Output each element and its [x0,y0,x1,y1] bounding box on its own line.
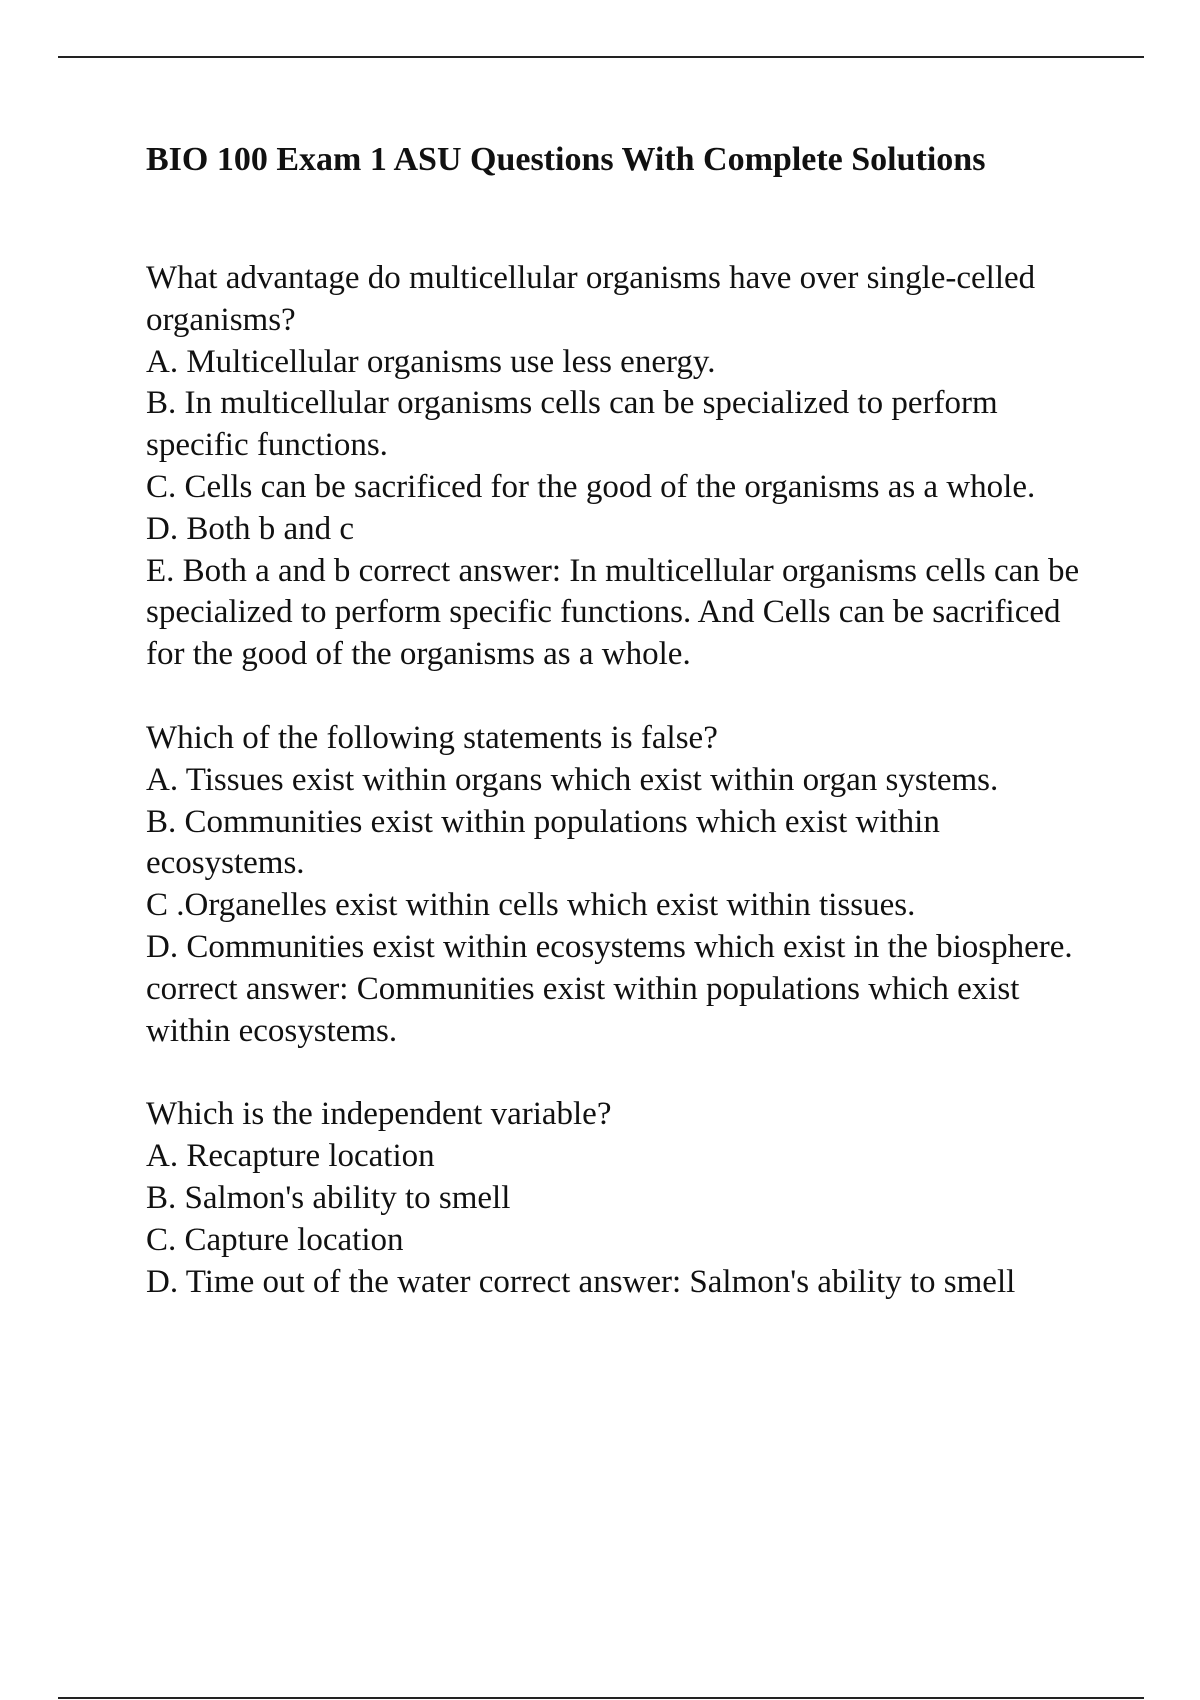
question-3-option-b: B. Salmon's ability to smell [146,1179,511,1216]
question-1-option-a: A. Multicellular organisms use less energy. [146,343,716,380]
question-2-option-a: A. Tissues exist within organs which exist within organ systems. [146,761,999,798]
question-3-option-a: A. Recapture location [146,1138,435,1175]
question-2-option-d-answer: D. Communities exist within ecosystems which exist in the biosphere. correct answer: Communities exist within populations which exist within ecosystems. [146,928,1073,1049]
question-3 [146,1094,1106,1303]
document-title: BIO 100 Exam 1 ASU Questions With Complete Solutions [146,141,986,178]
footer-rule [58,1697,1144,1699]
question-3-option-d-answer: D. Time out of the water correct answer: Salmon's ability to smell [146,1263,1016,1300]
question-1-option-d: D. Both b and c [146,510,355,547]
question-1-prompt: What advantage do multicellular organisms have over single-celled organisms? [146,260,1036,338]
header-rule [58,56,1144,58]
question-1-option-e-answer: E. Both a and b correct answer: In multicellular organisms cells can be specialized to perform specific functions. And Cells can be sacrificed for the good of the organisms as a whole. [146,552,1080,673]
question-1-option-b: B. In multicellular organisms cells can be specialized to perform specific functions. [146,385,998,464]
question-3-prompt: Which is the independent variable? [146,1096,612,1133]
question-2-option-c: C .Organelles exist within cells which exist within tissues. [146,887,916,924]
question-3-option-c: C. Capture location [146,1221,404,1258]
document-body [146,140,1106,1345]
question-2 [146,718,1106,1052]
question-1 [146,258,1106,676]
question-2-prompt: Which of the following statements is false? [146,719,718,756]
question-2-option-b: B. Communities exist within populations which exist within ecosystems. [146,803,940,882]
question-1-option-c: C. Cells can be sacrificed for the good of the organisms as a whole. [146,468,1036,505]
